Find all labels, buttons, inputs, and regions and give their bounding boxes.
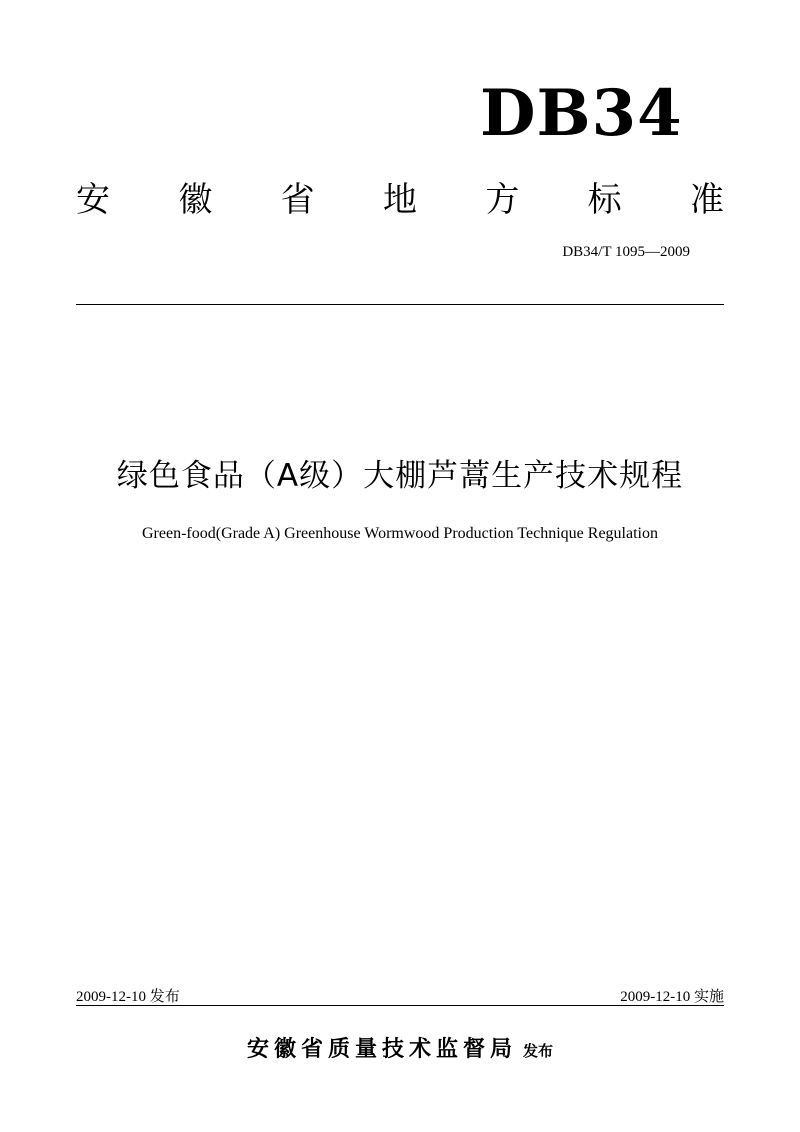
title-char: 省: [280, 179, 315, 220]
publisher: [0, 1032, 800, 1063]
publisher-name: 安徽省质量技术监督局: [246, 1037, 517, 1062]
title-char: 地: [382, 179, 417, 220]
title-char: 方: [485, 179, 520, 220]
standard-category-title: [76, 172, 724, 220]
document-title-english: Green-food(Grade A) Greenhouse Wormwood Production Technique Regulation: [142, 525, 658, 542]
footer-divider: [76, 1005, 724, 1006]
standard-code-logo: DB34: [480, 76, 683, 151]
standard-number: DB34/T 1095—2009: [562, 244, 690, 260]
title-char: 准: [689, 179, 724, 220]
implement-date: 2009-12-10 实施: [620, 989, 724, 1005]
header-divider: [76, 304, 724, 305]
document-title: 绿色食品（A级）大棚芦蒿生产技术规程: [116, 458, 684, 494]
publish-date: 2009-12-10 发布: [76, 989, 180, 1005]
title-char: 徽: [178, 179, 213, 220]
publisher-suffix: 发布: [523, 1042, 554, 1060]
title-char: 标: [587, 179, 622, 220]
title-char: 安: [76, 179, 110, 220]
